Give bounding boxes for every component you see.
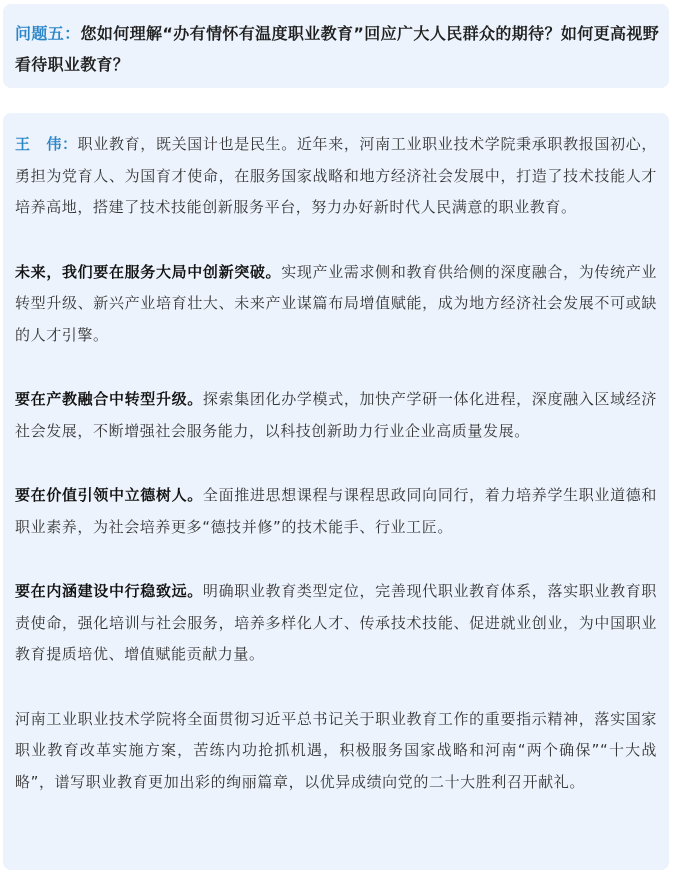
- point-text: 明确职业教育类型定位，完善现代职业教育体系，落实职业教育职责使命，强化培训与社会服务，培养多样化人才、传承技术技能、促进就业创业，为中国职业教育提质培优、增值赋能贡献力量。: [15, 582, 657, 663]
- point-paragraph: [15, 576, 657, 671]
- question-label: 问题五：: [15, 24, 81, 43]
- answer-intro-paragraph: [15, 129, 657, 224]
- point-lead: 要在内涵建设中行稳致远。: [15, 582, 203, 600]
- answer-card: [3, 113, 669, 870]
- question-text: 您如何理解“办有情怀有温度职业教育”回应广大人民群众的期待？如何更高视野看待职业教育？: [15, 24, 659, 74]
- intro-text: 职业教育，既关国计也是民生。近年来，河南工业职业技术学院秉承职教报国初心，勇担为党育人、为国育才使命，在服务国家战略和地方经济社会发展中，打造了技术技能人才培养高地，搭建了技术技能创新服务平台，努力办好新时代人民满意的职业教育。: [15, 135, 657, 216]
- point-paragraph: [15, 257, 657, 352]
- point-lead: 要在产教融合中转型升级。: [15, 390, 203, 408]
- point-text: 实现产业需求侧和教育供给侧的深度融合，为传统产业转型升级、新兴产业培育壮大、未来产业谋篇布局增值赋能，成为地方经济社会发展不可或缺的人才引擎。: [15, 262, 657, 344]
- question-text-block: [15, 18, 659, 80]
- point-paragraph: [15, 384, 657, 447]
- point-paragraph: [15, 480, 657, 543]
- question-card: [3, 4, 669, 88]
- speaker-label: 王 伟：: [15, 135, 78, 153]
- point-lead: 要在价值引领中立德树人。: [15, 486, 203, 504]
- point-text: 全面推进思想课程与课程思政同向同行，着力培养学生职业道德和职业素养，为社会培养更多“德技并修”的技术能手、行业工匠。: [15, 486, 657, 536]
- point-lead: 未来，我们要在服务大局中创新突破。: [15, 262, 282, 281]
- point-text: 探索集团化办学模式，加快产学研一体化进程，深度融入区域经济社会发展，不断增强社会服务能力，以科技创新助力行业企业高质量发展。: [15, 390, 657, 440]
- conclusion-paragraph: 河南工业职业技术学院将全面贯彻习近平总书记关于职业教育工作的重要指示精神，落实国家职业教育改革实施方案，苦练内功抢抓机遇，积极服务国家战略和河南“两个确保”“十大战略”，谱写职业教育更加出彩的绚丽篇章，以优异成绩向党的二十大胜利召开献礼。: [15, 709, 657, 791]
